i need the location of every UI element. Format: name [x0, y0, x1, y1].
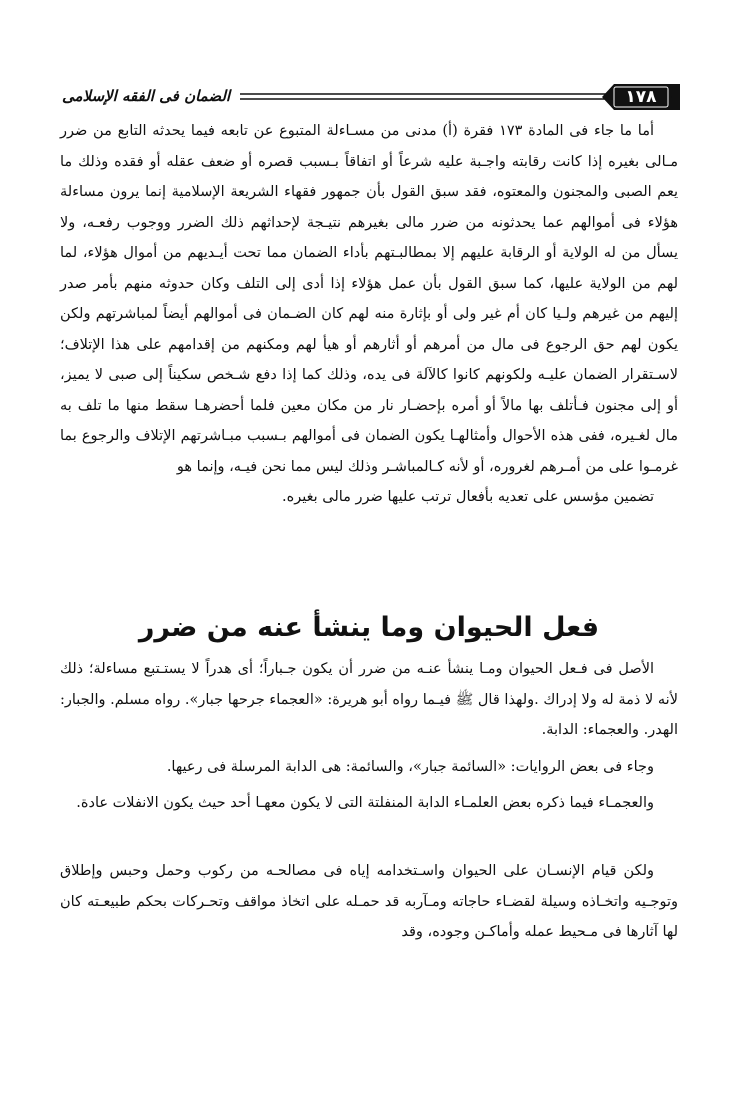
running-header — [58, 84, 680, 110]
paragraph-human-use-of-animal: ولكن قيام الإنسـان على الحيوان واسـتخدامه إياه فى مصالحـه من ركوب وحمل وحبس وإطلاق وتوجـيه واتخـاذه وسيلة لقضـاء حاجاته ومـآربه قد حمـله على اتخاذ مواقف وتحـركات بحكم طبيعـته كان لها آثارها فى مـحيط عمله وأماكـن وجوده، وقد — [60, 863, 678, 940]
paragraph-ajmaa-definition: والعجمـاء فيما ذكره بعض العلمـاء الدابة المنفلتة التى لا يكون معهـا أحد حيث يكون الانفلات عادة. — [76, 795, 654, 811]
running-title: الضمان فى الفقه الإسلامى — [58, 84, 240, 108]
paragraph-last-line: تضمين مؤسس على تعديه بأفعال ترتب عليها ضرر مالى بغيره. — [282, 489, 654, 505]
paragraph-animal-act-principle: الأصل فى فـعل الحيوان ومـا ينشأ عنـه من ضرر أن يكون جـباراً؛ أى هدراً لا يستـتبع مساءلة؛ ذلك لأنه لا ذمة له ولا إدراك .ولهذا قال ﷺ فيـما رواه أبو هريرة: «العجماء جرحها جبار». رواه مسلم. والجبار: الهدر. والعجماء: الدابة. — [60, 661, 678, 738]
page-number-badge — [602, 84, 680, 110]
paragraph-narrations: وجاء فى بعض الروايات: «السائمة جبار»، والسائمة: هى الدابة المرسلة فى رعيها. — [166, 759, 654, 775]
paragraph-text: أما ما جاء فى المادة ١٧٣ فقرة (أ) مدنى من مسـاءلة المتبوع عن تابعه فيما يحدثه التابع من ضرر مـالى بغيره إذا كانت رقابته واجـبة عليه شرعاً أو اتفاقاً بـسبب قصره أو ضعف عقله أو فقده وذلك ما يعم الصبى والمجنون والمعتوه، فقد سبق القول بأن جمهور فقهاء الشريعة الإسلامية إنما يرون مساءلة هؤلاء فى أموالهم عما يحدثونه من ضرر مالى بغيرهم نتيـجة لإحداثهم ذلك الضرر ووجوب رفعـه، ولا يسأل من له الولاية أو الرقابة عليهم إلا بمطالبـتهم بأداء الضمان مما تحت أيـديهم من أموال هؤلاء، لما لهم من الولاية عليها، كما سبق القول بأن عمل هؤلاء إذا أدى إلى التلف وكان حدوثه منهم بأمر صدر إليهم من غيرهم ولـيا كان أم غير ولى أو بإثارة منه لهم كان الضـمان فى أموالهم أيضاً لمباشرتهم ولكن يكون لهم حق الرجوع فى مال من أمرهم أو أثارهم أو هيأ لهم ومكنهم من إقدامهم على هذا الإتلاف؛ لاسـتقرار الضمان عليـه ولكونهم كانوا كالآلة فى يده، وذلك كما إذا دفع شـخص سكيناً إلى صبى لا يميز، أو إلى مجنون فـأتلف بها مالاً أو أمره بإحضـار نار من مكان معين فلما أحضرهـا سقط منها ما تلف به مال لغـيره، ففى هذه الأحوال وأمثالهـا يكون الضمان فى أموالهم بـسبب مبـاشرتهم الإتلاف والرجوع بما غرمـوا على من أمـرهم لغروره، أو لأنه كـالمباشـر وذلك ليس مما نحن فيـه، وإنما هو — [60, 123, 678, 475]
paragraph-liability-of-principal — [60, 116, 678, 513]
page-number: ١٧٨ — [625, 87, 657, 107]
section-heading: فعل الحيوان وما ينشأ عنه من ضرر — [138, 612, 600, 643]
